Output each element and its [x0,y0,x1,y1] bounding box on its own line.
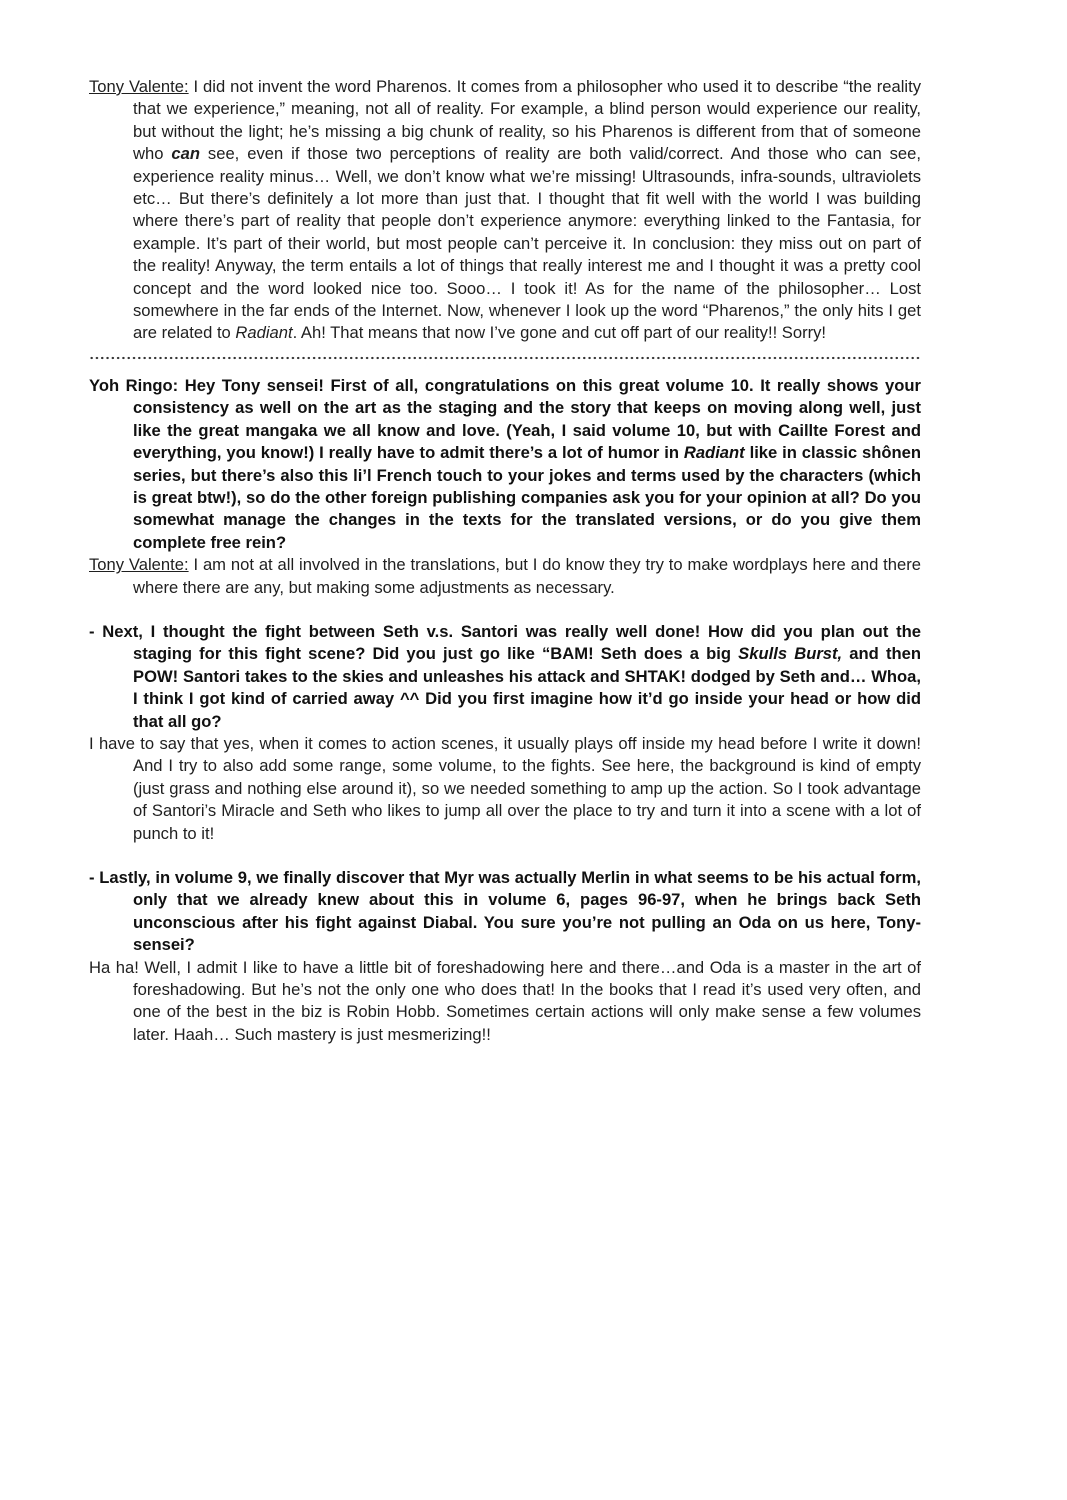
speaker-name: Tony Valente: [89,77,189,96]
spacer [89,599,921,621]
dotted-divider [89,354,921,362]
question-fight-scene: - Next, I thought the fight between Seth v.s. Santori was really well done! How did you plan out the staging for this fight scene? Did you just go like “BAM! Seth does a big Skulls Burst, and then POW! Santori takes to the skies and unleashes his attack and SHTAK! dodged by Seth and… Whoa, I think I got kind of carried away ^^ Did you first imagine how it’d go inside your head or how did that all go? [89,621,921,731]
spacer [89,845,921,867]
answer-translations: Tony Valente: I am not at all involved in the translations, but I do know they try to make wordplays here and there where there are any, but making some adjustments as necessary. [89,555,921,597]
speaker-name: Tony Valente: [89,555,189,575]
answer-foreshadowing: Ha ha! Well, I admit I like to have a little bit of foreshadowing here and there…and Oda is a master in the art of foreshadowing. But he’s not the only one who does that! In the books that I read it’s used very often, and one of the best in the biz is Robin Hobb. Sometimes certain actions will only make sense a few volumes later. Haah… Such mastery is just mesmerizing!! [89,957,921,1044]
interview-page [89,76,921,1046]
answer-pharenos: Tony Valente: I did not invent the word Pharenos. It comes from a philosopher who used it to describe “the reality that we experience,” meaning, not all of reality. For example, a blind person would experience our reality, but without the light; he’s missing a big chunk of reality, so his Pharenos is different from that of someone who can see, even if those two perceptions of reality are both valid/correct. And those who can see, experience reality minus… Well, we don’t know what we’re missing! Ultrasounds, infra-sounds, ultraviolets etc… But there’s definitely a lot more than just that. I thought that fit well with the world I was building where there’s part of reality that people don’t experience anymore: everything linked to the Fantasia, for example. It’s part of their world, but most people can’t perceive it. In conclusion: they miss out on part of the reality! Anyway, the term entails a lot of things that really interest me and I thought it was a pretty cool concept and the word looked nice too. Sooo… I took it! As for the name of the philosopher… Lost somewhere in the far ends of the Internet. Now, whenever I look up the word “Pharenos,” the only hits I get are related to Radiant. Ah! That means that now I’ve gone and cut off part of our reality!! Sorry! [89,77,921,343]
question-translations: Yoh Ringo: Hey Tony sensei! First of all, congratulations on this great volume 10. It really shows your consistency as well on the art as the staging and the story that keeps on moving along well, just like the great mangaka we all know and love. (Yeah, I said volume 10, but with Caillte Forest and everything, you know!) I really have to admit there’s a lot of humor in Radiant like in classic shônen series, but there’s also this li’l French touch to your jokes and terms used by the characters (which is great btw!), so do the other foreign publishing companies ask you for your opinion at all? Do you somewhat manage the changes in the texts for the translated versions, or do you give them complete free rein? [89,375,922,552]
answer-fight-scene: I have to say that yes, when it comes to action scenes, it usually plays off inside my head before I write it down! And I try to also add some range, some volume, to the fights. See here, the background is kind of empty (just grass and nothing else around it), so we needed something to amp up the action. So I took advantage of Santori’s Miracle and Seth who likes to jump all over the place to try and turn it into a scene with a lot of punch to it! [89,733,921,843]
question-foreshadowing: - Lastly, in volume 9, we finally discover that Myr was actually Merlin in what seems to be his actual form, only that we already knew about this in volume 6, pages 96-97, when he brings back Seth unconscious after his fight against Diabal. You sure you’re not pulling an Oda on us here, Tony-sensei? [89,868,921,955]
